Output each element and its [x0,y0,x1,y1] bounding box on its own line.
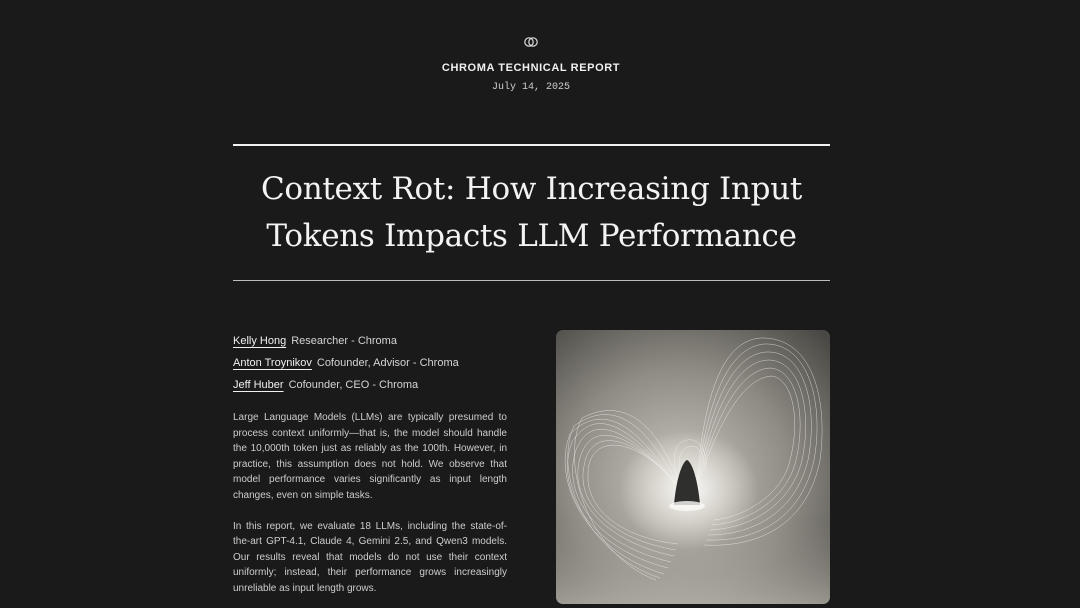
author-link-kelly-hong[interactable]: Kelly Hong [233,335,287,347]
chroma-logo-icon[interactable] [523,34,539,50]
report-label: CHROMA TECHNICAL REPORT [441,62,621,74]
title-line-1: Context Rot: How Increasing Input [260,171,803,207]
author-row [233,330,533,352]
report-date: July 14, 2025 [491,82,570,93]
author-list [233,330,533,396]
title-rule-top [233,144,830,146]
hero-image [556,330,830,604]
page-title [233,166,830,260]
title-rule-bottom [233,280,830,281]
abstract-paragraph-2: In this report, we evaluate 18 LLMs, including the state-of-the-art GPT-4.1, Claude 4, Gemini 2.5, and Qwen3 models. Our results reveal that models do not use their context uniformly; instead, their performance grows increasingly unreliable as input length grows. [233,520,507,594]
abstract-paragraph-1: Large Language Models (LLMs) are typically presumed to process context uniformly—that is, the model should handle the 10,000th token just as reliably as the 100th. However, in practice, this assumption does not hold. We observe that model performance varies significantly as input length changes, even on simple tasks. [233,412,507,501]
author-link-jeff-huber[interactable]: Jeff Huber [233,379,284,391]
author-row [233,374,533,396]
author-role: Cofounder, Advisor - Chroma [316,357,459,369]
abstract [233,410,507,608]
title-line-2: Tokens Impacts LLM Performance [266,218,797,254]
author-role: Cofounder, CEO - Chroma [288,379,419,391]
author-row [233,352,533,374]
author-role: Researcher - Chroma [291,335,397,347]
author-link-anton-troynikov[interactable]: Anton Troynikov [233,357,312,369]
